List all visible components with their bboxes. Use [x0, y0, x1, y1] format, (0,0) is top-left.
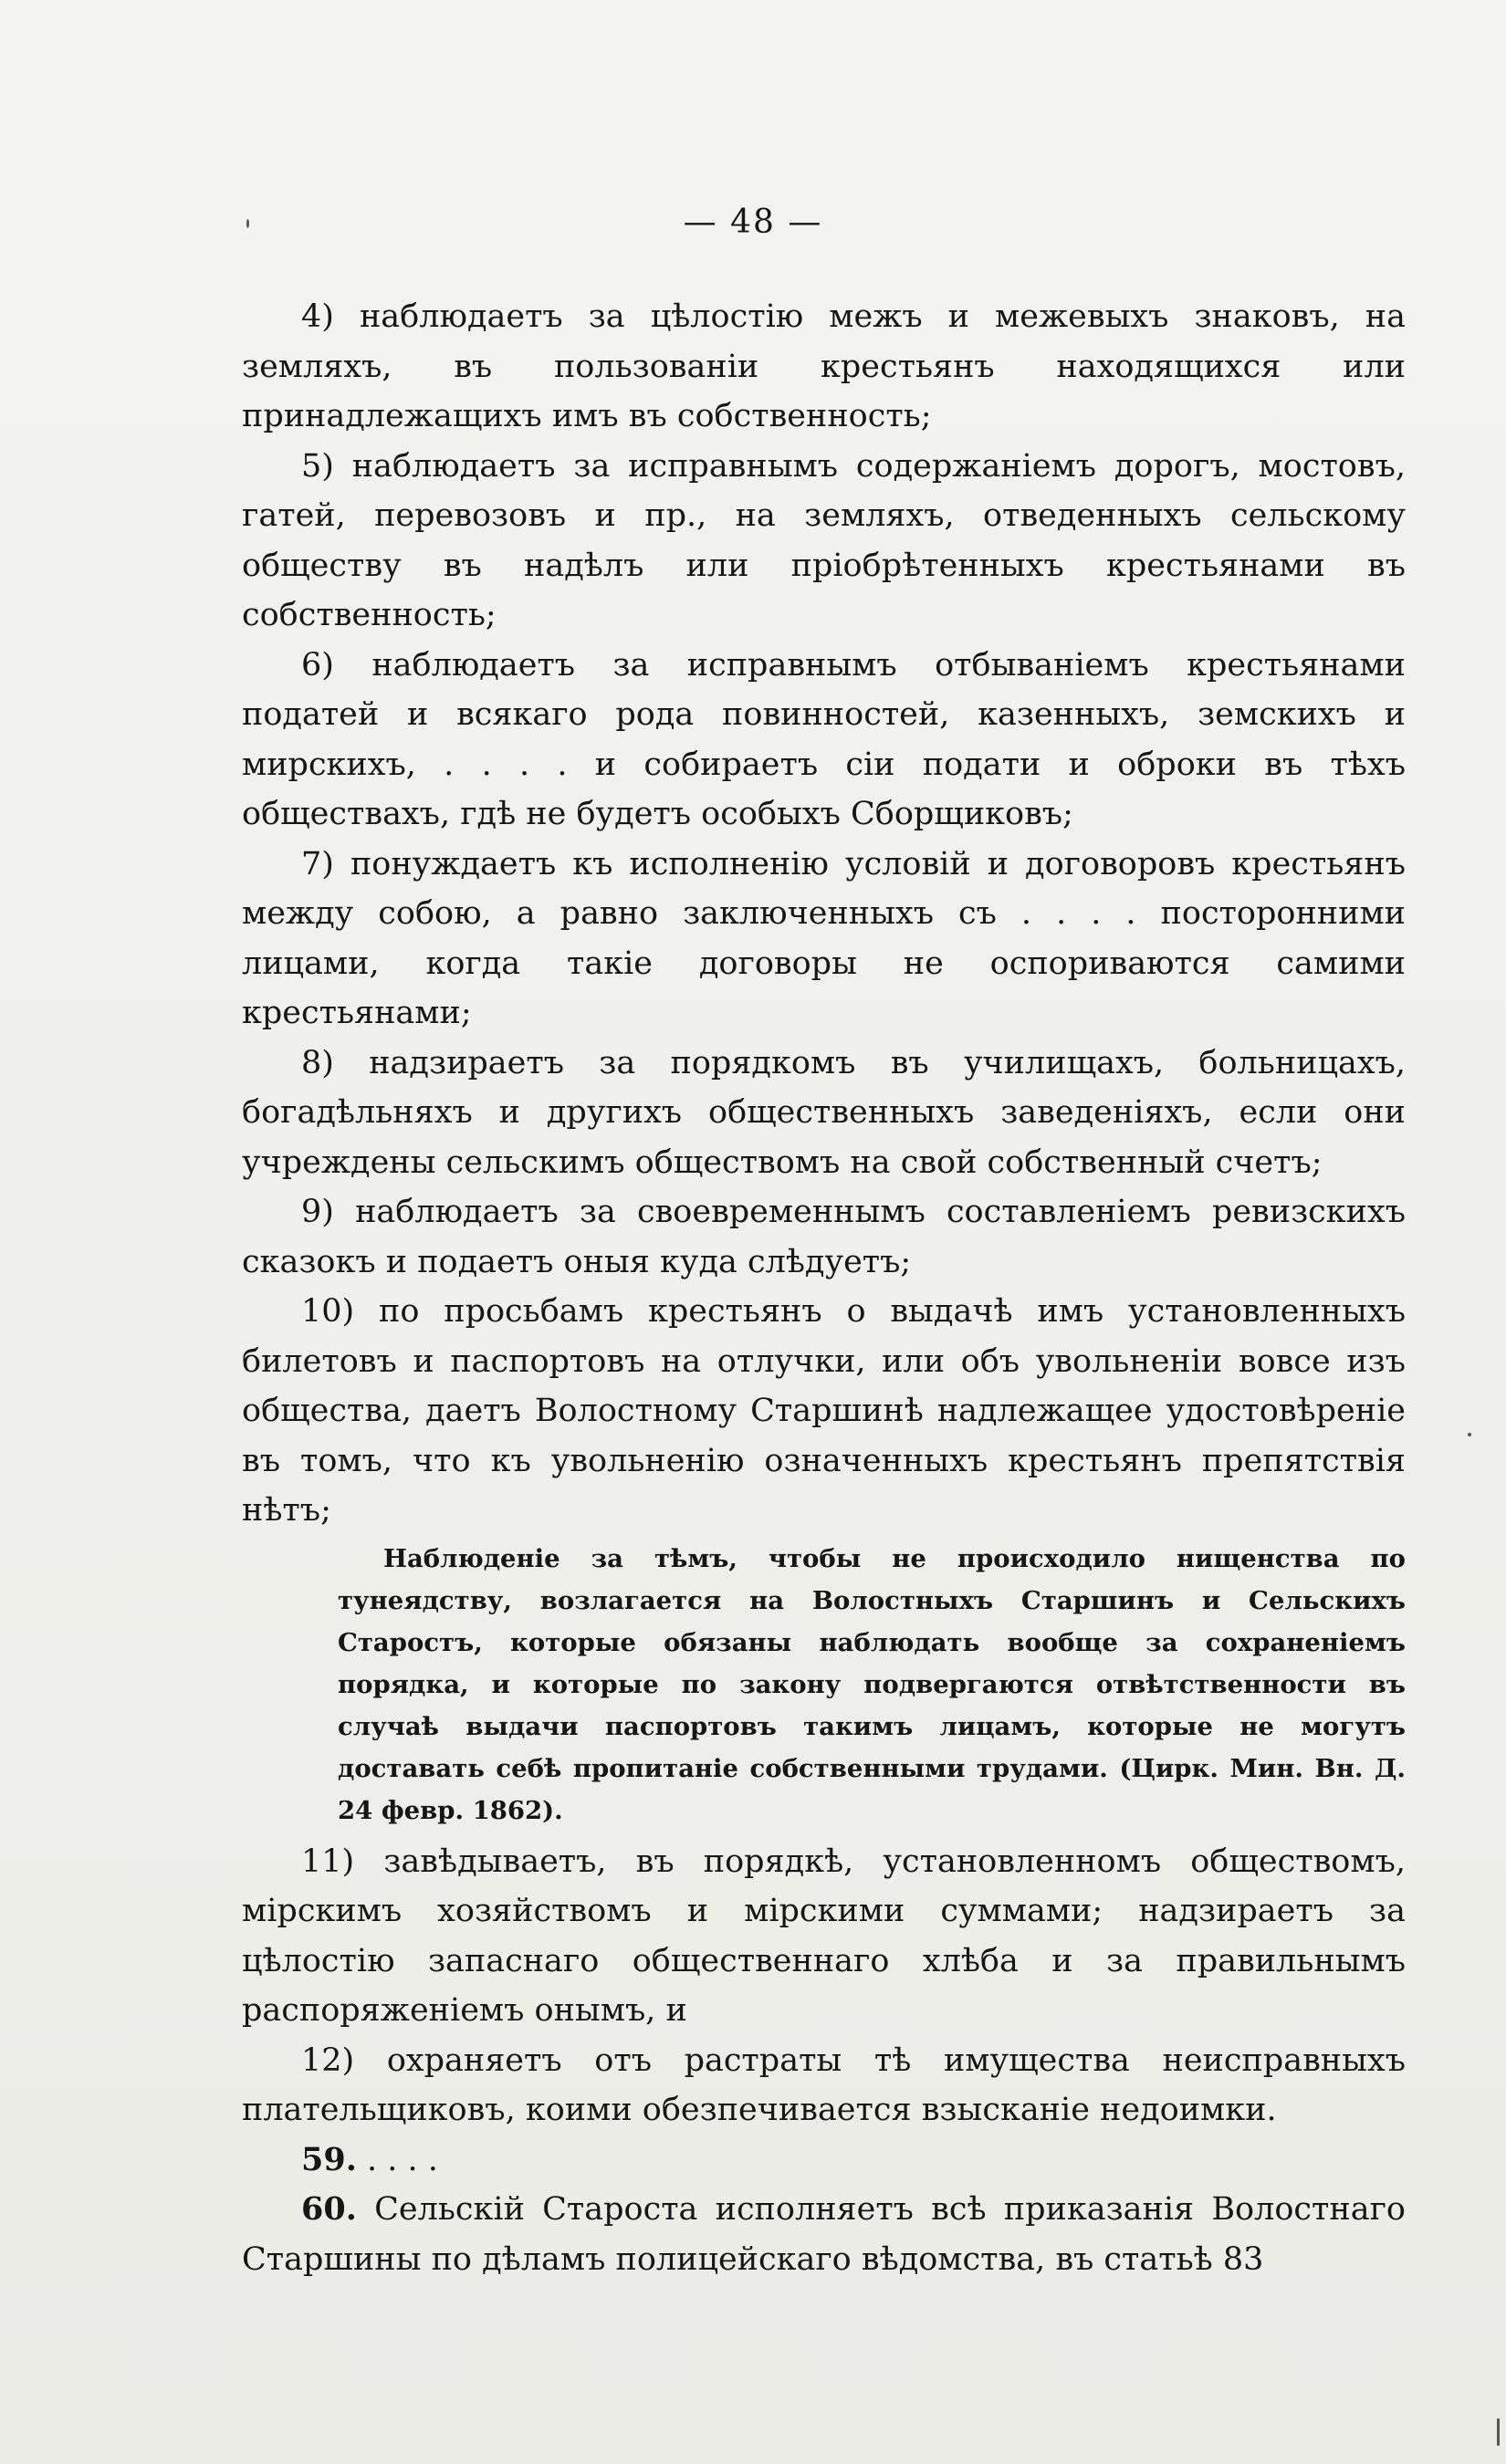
article-text: . . . .	[367, 2141, 438, 2178]
item-text: наблюдаетъ за исправнымъ отбываніемъ крестьянами податей и всякаго рода повинностей, казенныхъ, земскихъ и мирскихъ, . . . . и собираетъ сіи подати и оброки въ тѣхъ обществахъ, гдѣ не будетъ особыхъ Сборщиковъ;	[242, 646, 1406, 832]
item-text: завѣдываетъ, въ порядкѣ, установленномъ обществомъ, мірскимъ хозяйствомъ и мірскими суммами; надзираетъ за цѣлостію запаснаго общественнаго хлѣба и за правильнымъ распоряженіемъ онымъ, и	[242, 1843, 1406, 2029]
item-number: 12)	[301, 2041, 355, 2079]
list-item	[242, 1187, 1406, 1287]
list-item	[242, 2036, 1406, 2135]
item-number: 4)	[301, 298, 334, 335]
item-text: понуждаетъ къ исполненію условій и договоровъ крестьянъ между собою, а равно заключенныхъ съ . . . . посторонними лицами, когда такіе договоры не оспориваются самими крестьянами;	[242, 845, 1406, 1031]
list-item	[242, 1837, 1406, 2036]
list-item	[242, 1039, 1406, 1188]
item-text: наблюдаетъ за своевременнымъ составленіемъ ревизскихъ сказокъ и подаетъ оныя куда слѣдуетъ;	[242, 1194, 1406, 1280]
list-item	[242, 442, 1406, 641]
item-number: 6)	[301, 646, 334, 684]
item-number: 8)	[301, 1044, 334, 1081]
item-number: 7)	[301, 845, 334, 882]
article	[242, 2185, 1406, 2284]
item-text: охраняетъ отъ растраты тѣ имущества неисправныхъ плательщиковъ, коими обезпечивается взысканіе недоимки.	[242, 2041, 1406, 2128]
list-item	[242, 641, 1406, 840]
article-text: Сельскій Староста исполняетъ всѣ приказанія Волостнаго Старшины по дѣламъ полицейскаго вѣдомства, въ статьѣ 83	[242, 2191, 1406, 2278]
scan-speck	[1468, 1433, 1471, 1436]
scan-speck	[246, 219, 249, 228]
list-item	[242, 1287, 1406, 1536]
item-number: 5)	[301, 447, 334, 485]
scan-speck	[1497, 2418, 1500, 2446]
item-text: по просьбамъ крестьянъ о выдачѣ имъ установленныхъ билетовъ и паспортовъ на отлучки, или объ увольненіи вовсе изъ общества, даетъ Волостному Старшинѣ надлежащее удостовѣреніе въ томъ, что къ увольненію означенныхъ крестьянъ препятствія нѣтъ;	[242, 1293, 1406, 1529]
item-number: 10)	[301, 1293, 355, 1330]
article-number: 60.	[301, 2190, 357, 2228]
item-number: 11)	[301, 1843, 355, 1880]
list-item	[242, 292, 1406, 442]
item-text: наблюдаетъ за исправнымъ содержаніемъ дорогъ, мостовъ, гатей, перевозовъ и пр., на земляхъ, отведенныхъ сельскому обществу въ надѣлъ или пріобрѣтенныхъ крестьянами въ собственность;	[242, 447, 1406, 633]
footnote: Наблюденіе за тѣмъ, чтобы не происходило нищенства по тунеядству, возлагается на Волостныхъ Старшинъ и Сельскихъ Старостъ, которые обязаны наблюдать вообще за сохраненіемъ порядка, и которые по закону подвергаются отвѣтственности въ случаѣ выдачи паспортовъ такимъ лицамъ, которые не могутъ доставать себѣ пропитаніе собственными трудами. (Цирк. Мин. Вн. Д. 24 февр. 1862).	[338, 1543, 1406, 1825]
item-text: надзираетъ за порядкомъ въ училищахъ, больницахъ, богадѣльняхъ и другихъ общественныхъ заведеніяхъ, если они учреждены сельскимъ обществомъ на свой собственный счетъ;	[242, 1044, 1406, 1181]
item-number: 9)	[301, 1194, 334, 1230]
article-number: 59.	[301, 2140, 357, 2178]
article	[242, 2135, 1406, 2186]
list-item	[242, 840, 1406, 1039]
page-number: — 48 —	[683, 204, 823, 241]
item-text: наблюдаетъ за цѣлостію межъ и межевыхъ знаковъ, на земляхъ, въ пользованіи крестьянъ находящихся или принадлежащихъ имъ въ собственность;	[242, 298, 1406, 434]
page-body	[242, 292, 1406, 2284]
